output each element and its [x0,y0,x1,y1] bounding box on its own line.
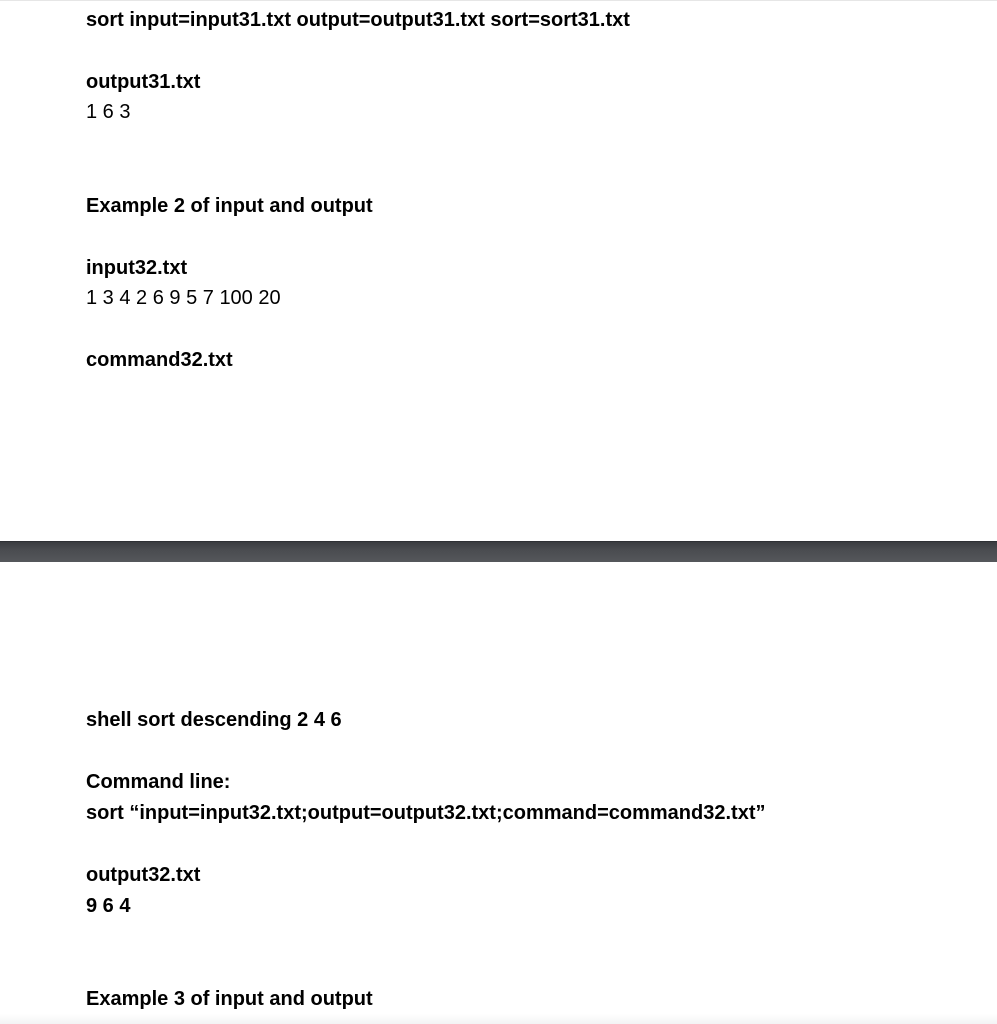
example-2-heading: Example 2 of input and output [86,195,373,217]
viewport-bottom-edge [0,1014,997,1024]
output32-value: 9 6 4 [86,895,131,917]
output31-label: output31.txt [86,71,201,93]
input32-value: 1 3 4 2 6 9 5 7 100 20 [86,287,281,309]
output32-label: output32.txt [86,864,201,886]
example-3-heading: Example 3 of input and output [86,988,373,1010]
command-line-value: sort “input=input32.txt;output=output32.txt;command=command32.txt” [86,802,766,824]
page-separator [0,541,997,562]
output31-value: 1 6 3 [86,101,131,123]
input32-label: input32.txt [86,257,188,279]
command32-label: command32.txt [86,349,233,371]
document-page-2 [0,562,997,1024]
command32-content: shell sort descending 2 4 6 [86,709,342,731]
command-line-example-31: sort input=input31.txt output=output31.txt sort=sort31.txt [86,9,630,31]
command-line-label: Command line: [86,771,231,793]
